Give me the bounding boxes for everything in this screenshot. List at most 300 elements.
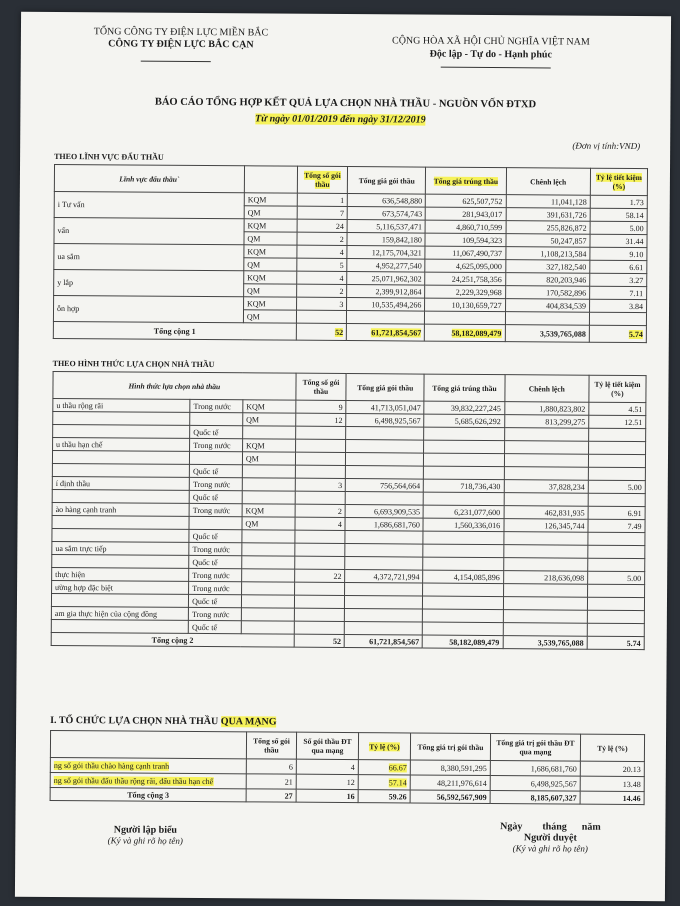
cell-saving-rate: [589, 441, 646, 454]
cell-saving-rate: 5.00: [590, 221, 647, 234]
cell-kind: KQM: [243, 297, 296, 310]
section-3-body: [50, 757, 644, 791]
col-difference: Chênh lệch: [506, 168, 591, 196]
cell-package-value: 4,372,721,994: [345, 570, 423, 584]
cell-online-value: 1,686,681,760: [490, 761, 580, 777]
cell-saving-rate: [589, 428, 646, 441]
cell-kind: [242, 556, 295, 569]
cell-count: [295, 452, 346, 465]
cell-package-value: 673,574,743: [347, 207, 425, 221]
col-winning-value: [426, 167, 506, 195]
report-title: BÁO CÁO TỔNG HỢP KẾT QUẢ LỰA CHỌN NHÀ THẦU - NGUỒN VỐN ĐTXD: [154, 96, 537, 111]
cell-count-rate-value: 66.67: [388, 762, 407, 772]
cell-count: [294, 582, 345, 595]
cell-winning-value: 4,860,710,599: [425, 220, 505, 234]
total-difference: 3,539,765,088: [503, 636, 587, 650]
cell-difference: [504, 441, 588, 455]
cell-count: [294, 556, 345, 569]
col-package-value: Tổng giá gói thầu: [348, 167, 426, 195]
cell-difference: 11,041,128: [506, 195, 590, 209]
organization-header: [81, 26, 281, 51]
col-method: Hình thức lựa chọn nhà thầu: [53, 371, 296, 400]
cell-saving-rate: 12.51: [589, 415, 646, 428]
cell-saving-rate: [588, 558, 645, 571]
col-count: [297, 166, 348, 193]
cell-winning-value: 625,507,752: [426, 194, 506, 208]
cell-method: [52, 489, 189, 503]
cell-winning-value: 2,229,329,968: [425, 285, 505, 299]
report-period-text: Từ ngày 01/01/2019 đến ngày 31/12/2019: [254, 113, 426, 126]
cell-saving-rate: [587, 623, 644, 636]
cell-value-rate: 20.13: [580, 761, 644, 776]
cell-method: [52, 554, 189, 568]
cell-kind: QM: [244, 232, 297, 245]
cell-saving-rate: [588, 532, 645, 545]
cell-winning-value: 5,685,626,292: [424, 414, 504, 428]
cell-winning-value: [423, 531, 503, 545]
cell-package-value: 2,399,912,864: [347, 285, 425, 299]
section-1-table: [53, 164, 648, 343]
cell-saving-rate: 58.14: [590, 208, 647, 221]
cell-winning-value: 10,130,659,727: [425, 298, 505, 312]
cell-count: 4: [297, 245, 348, 258]
total-saving: [589, 325, 646, 342]
cell-origin: Quốc tế: [188, 620, 241, 633]
cell-kind: KQM: [244, 271, 297, 284]
cell-difference: [503, 584, 587, 598]
col-difference: Chênh lệch: [504, 375, 589, 403]
total-count-value: 52: [335, 327, 344, 337]
cell-kind: QM: [244, 258, 297, 271]
total-package: [347, 324, 425, 342]
cell-kind: KQM: [243, 400, 296, 413]
cell-package-value: [346, 466, 424, 480]
total-winning: 58,182,089,479: [423, 635, 503, 649]
cell-origin: [190, 451, 243, 464]
cell-difference: 37,828,234: [504, 480, 588, 494]
field-name: ua sắm: [54, 243, 244, 270]
cell-kind: QM: [243, 310, 296, 323]
cell-kind: QM: [242, 517, 295, 530]
header-rule-left: [141, 61, 211, 62]
total-difference: 3,539,765,088: [505, 325, 590, 343]
field-name: ỗn hợp: [53, 295, 243, 322]
cell-package-value: [345, 583, 423, 597]
cell-kind: QM: [244, 284, 297, 297]
section-2-header-row: [53, 371, 646, 402]
cell-method: [52, 528, 189, 542]
cell-difference: [503, 532, 587, 546]
cell-winning-value: 24,251,758,356: [425, 272, 505, 286]
cell-origin: Quốc tế: [189, 594, 242, 607]
cell-difference: [504, 454, 588, 468]
cell-difference: [504, 428, 588, 442]
cell-count: 5: [296, 258, 347, 271]
cell-count: 21: [246, 774, 296, 789]
preparer-note: (Ký và ghi rõ họ tên): [107, 835, 183, 846]
cell-difference: 462,831,935: [504, 506, 588, 520]
cell-winning-value: [423, 596, 503, 610]
col-count-rate: [358, 733, 410, 760]
cell-saving-rate: 5.00: [588, 571, 645, 584]
cell-difference: 1,880,823,802: [504, 402, 588, 416]
cell-method: [52, 450, 189, 464]
section-1-body: [53, 191, 647, 325]
section-3-title-prefix: I. TỔ CHỨC LỰA CHỌN NHÀ THẦU: [50, 714, 219, 728]
cell-count: [294, 621, 345, 634]
cell-count: 24: [297, 219, 348, 232]
cell-package-value: 6,693,909,535: [345, 505, 423, 519]
total-package-value: 61,721,854,567: [371, 327, 422, 338]
total-label: Tổng cộng 2: [51, 632, 294, 647]
cell-method: [51, 619, 188, 633]
cell-origin: [190, 412, 243, 425]
org-parent: TỔNG CÔNG TY ĐIỆN LỰC MIỀN BẮC: [93, 26, 269, 39]
col-package-value: Tổng giá gói thầu: [346, 374, 424, 402]
cell-origin: Quốc tế: [189, 555, 242, 568]
cell-difference: [503, 610, 587, 624]
section-3-title: [50, 715, 276, 728]
col-winning-label: Tổng giá trúng thầu: [433, 176, 499, 186]
cell-saving-rate: [587, 597, 644, 610]
national-header: [381, 34, 601, 62]
cell-kind: KQM: [242, 439, 295, 452]
total-winning-value: 58,182,089,479: [451, 328, 502, 338]
cell-package-value: 5,116,537,471: [347, 220, 425, 234]
total-count-rate: 59.26: [358, 790, 410, 803]
signature-approver: [465, 821, 635, 854]
cell-origin: Trong nước: [190, 399, 243, 412]
cell-winning-value: 281,943,017: [426, 207, 506, 221]
cell-package-value: [347, 311, 425, 325]
cell-saving-rate: 7.11: [590, 286, 647, 299]
cell-method: [53, 411, 190, 425]
country-name: CỘNG HÒA XÃ HỘI CHỦ NGHĨA VIỆT NAM: [392, 35, 590, 48]
col-value-rate: Tỷ lệ (%): [580, 734, 644, 761]
cell-method: thực hiện: [52, 567, 189, 581]
cell-kind: QM: [244, 206, 297, 219]
cell-difference: 1,108,213,584: [505, 247, 589, 261]
cell-difference: 820,203,946: [505, 273, 589, 287]
cell-package-value: [345, 531, 423, 545]
cell-method: ào hàng cạnh tranh: [52, 502, 189, 516]
cell-kind: [241, 595, 294, 608]
cell-count: [294, 543, 345, 556]
cell-winning-value: 4,154,085,896: [423, 570, 503, 584]
section-3-title-highlight: QUA MẠNG: [220, 716, 277, 728]
cell-saving-rate: 1.73: [590, 195, 647, 208]
section-3-header-row: [50, 730, 644, 761]
col-count-label: Tổng số gói thầu: [304, 170, 341, 189]
col-count-rate-label: Tỷ lệ (%): [369, 741, 400, 751]
cell-count-rate-value: 57.14: [388, 777, 407, 787]
section-2-table: [51, 371, 647, 650]
col-saving-rate: Tỷ lệ tiết kiệm (%): [589, 375, 646, 402]
cell-origin: Trong nước: [189, 607, 242, 620]
total-label: Tổng cộng 1: [53, 321, 296, 340]
cell-package-value: [346, 440, 424, 454]
cell-count: 22: [294, 569, 345, 582]
cell-online-count: 12: [296, 774, 358, 789]
cell-kind: [242, 478, 295, 491]
total-online-count: 16: [296, 789, 358, 802]
cell-count: [294, 608, 345, 621]
cell-difference: [504, 493, 588, 507]
col-count: Tổng số gói thầu: [246, 732, 296, 759]
cell-saving-rate: 3.27: [590, 273, 647, 286]
cell-kind: QM: [243, 413, 296, 426]
document-page: [15, 12, 671, 902]
cell-origin: Trong nước: [190, 438, 243, 451]
total-count: [296, 323, 347, 340]
cell-saving-rate: 3.84: [589, 299, 646, 312]
cell-difference: 126,345,744: [504, 519, 588, 533]
cell-total-value: 48,211,976,614: [410, 775, 490, 791]
cell-method: [52, 515, 189, 529]
cell-difference: 327,182,540: [505, 260, 589, 274]
section-3-total-row: [50, 787, 644, 804]
cell-winning-value: [424, 466, 504, 480]
cell-difference: 813,299,275: [504, 415, 588, 429]
cell-saving-rate: [588, 545, 645, 558]
section-2-body: [51, 398, 646, 636]
total-online-value: 8,185,607,327: [490, 791, 580, 805]
cell-winning-value: [424, 492, 504, 506]
section-1-total-row: [53, 321, 646, 342]
total-winning: [425, 324, 505, 342]
cell-count: [295, 465, 346, 478]
cell-saving-rate: [588, 584, 645, 597]
cell-saving-rate: [589, 312, 646, 325]
cell-kind: [242, 543, 295, 556]
cell-count: [295, 530, 346, 543]
cell-package-value: [346, 453, 424, 467]
cell-package-value: 636,548,880: [348, 194, 426, 208]
total-count: 52: [294, 634, 345, 647]
cell-saving-rate: 9.10: [590, 247, 647, 260]
cell-difference: [503, 545, 587, 559]
cell-difference: 50,247,857: [506, 234, 590, 248]
cell-count: 4: [296, 271, 347, 284]
cell-difference: [504, 467, 588, 481]
cell-winning-value: [423, 544, 503, 558]
col-online-count: Số gói thầu ĐT qua mạng: [296, 732, 358, 759]
cell-package-value: [345, 609, 423, 623]
total-label: Tổng cộng 3: [50, 787, 246, 801]
cell-difference: [503, 558, 587, 572]
cell-kind: [242, 491, 295, 504]
cell-origin: Trong nước: [189, 568, 242, 581]
cell-count: [296, 310, 347, 323]
cell-count: 1: [297, 193, 348, 206]
cell-origin: [189, 516, 242, 529]
cell-kind: QM: [242, 452, 295, 465]
cell-online-count: 4: [296, 759, 358, 774]
org-name: CÔNG TY ĐIỆN LỰC BẮC CẠN: [108, 38, 254, 51]
col-total-value: Tổng giá trị gói thầu: [410, 733, 490, 761]
field-name: y lắp: [54, 269, 244, 296]
col-saving-rate: [590, 168, 647, 195]
preparer-role: Người lập biểu: [113, 824, 178, 836]
cell-difference: 391,631,726: [506, 208, 590, 222]
col-winning-value: Tổng giá trúng thầu: [424, 374, 504, 402]
cell-description-value: ng số gói thầu chào hàng cạnh tranh: [53, 760, 170, 771]
cell-method: [52, 463, 189, 477]
cell-method: ường hợp đặc biệt: [52, 580, 189, 594]
cell-saving-rate: 6.91: [588, 506, 645, 519]
cell-package-value: 25,071,962,302: [347, 272, 425, 286]
cell-package-value: 4,952,277,540: [347, 259, 425, 273]
section-2-total-row: [51, 632, 644, 649]
total-count: 27: [246, 789, 296, 802]
cell-winning-value: 109,594,323: [425, 233, 505, 247]
cell-difference: 170,582,896: [505, 286, 589, 300]
cell-difference: 255,826,872: [506, 221, 590, 235]
cell-difference: 404,834,539: [505, 299, 589, 313]
cell-winning-value: [423, 557, 503, 571]
col-saving-label: Tỷ lệ tiết kiệm (%): [595, 172, 642, 191]
cell-count: 6: [246, 759, 296, 774]
cell-package-value: [345, 596, 423, 610]
cell-package-value: 41,713,051,047: [346, 401, 424, 415]
cell-winning-value: 6,231,077,600: [423, 505, 503, 519]
cell-winning-value: [423, 609, 503, 623]
cell-winning-value: 718,736,430: [424, 479, 504, 493]
national-motto: Độc lập - Tự do - Hạnh phúc: [429, 48, 552, 61]
section-2-title: THEO HÌNH THỨC LỰA CHỌN NHÀ THẦU: [52, 358, 215, 370]
cell-kind: KQM: [244, 245, 297, 258]
total-saving-value: 5.74: [628, 329, 643, 339]
cell-package-value: 6,498,925,567: [346, 414, 424, 428]
cell-winning-value: 4,625,095,000: [425, 259, 505, 273]
cell-count: [294, 595, 345, 608]
field-name: vấn: [54, 217, 244, 244]
cell-kind: [241, 608, 294, 621]
cell-method: u thầu rộng rãi: [53, 398, 190, 412]
cell-online-value: 6,498,925,567: [490, 776, 580, 792]
cell-saving-rate: 5.00: [588, 480, 645, 493]
signature-preparer: [75, 824, 215, 846]
cell-total-value: 8,380,591,295: [410, 760, 490, 776]
section-3-table: [50, 730, 645, 805]
cell-description-value: ng số gói thầu đấu thầu rộng rãi, đấu thầu hạn chế: [53, 775, 214, 786]
cell-difference: [505, 312, 589, 326]
cell-saving-rate: 7.49: [588, 519, 645, 532]
report-period: [200, 113, 480, 126]
cell-saving-rate: [588, 454, 645, 467]
cell-count: 3: [296, 297, 347, 310]
currency-unit: (Đơn vị tính:VND): [572, 140, 641, 152]
cell-count: 9: [295, 400, 346, 413]
cell-winning-value: [424, 427, 504, 441]
cell-origin: Quốc tế: [190, 464, 243, 477]
cell-saving-rate: [588, 493, 645, 506]
cell-winning-value: [423, 622, 503, 636]
cell-method: [53, 424, 190, 438]
cell-count: 2: [295, 504, 346, 517]
cell-kind: [241, 582, 294, 595]
cell-count: 4: [295, 517, 346, 530]
cell-description: [50, 757, 246, 773]
cell-saving-rate: [587, 610, 644, 623]
col-count: Tổng số gói thầu: [296, 373, 347, 400]
cell-count: [295, 439, 346, 452]
cell-saving-rate: 4.51: [589, 402, 646, 415]
total-package: 61,721,854,567: [344, 635, 422, 649]
cell-count: 2: [297, 232, 348, 245]
cell-winning-value: [425, 311, 505, 325]
section-1-header-row: [54, 164, 647, 195]
total-value: 56,592,567,909: [410, 790, 490, 804]
cell-origin: Trong nước: [189, 477, 242, 490]
cell-count-rate: [358, 775, 410, 790]
cell-kind: [241, 621, 294, 634]
cell-origin: Trong nước: [189, 503, 242, 516]
cell-difference: [503, 597, 587, 611]
cell-package-value: [345, 492, 423, 506]
cell-winning-value: 1,560,336,016: [423, 518, 503, 532]
cell-count-rate: [358, 760, 410, 775]
cell-count: 12: [295, 413, 346, 426]
cell-package-value: [345, 544, 423, 558]
cell-origin: Quốc tế: [189, 529, 242, 542]
cell-package-value: 1,686,681,760: [345, 518, 423, 532]
cell-kind: KQM: [242, 504, 295, 517]
col-kind: [244, 166, 297, 193]
cell-package-value: 12,175,704,321: [347, 246, 425, 260]
cell-winning-value: [424, 440, 504, 454]
col-online-value: Tổng giá trị gói thầu ĐT qua mạng: [490, 734, 580, 762]
cell-method: í định thầu: [52, 476, 189, 490]
cell-count: 3: [295, 478, 346, 491]
cell-winning-value: 11,067,490,737: [425, 246, 505, 260]
cell-count: 2: [296, 284, 347, 297]
cell-saving-rate: [588, 467, 645, 480]
cell-count: [295, 426, 346, 439]
cell-package-value: 756,564,664: [346, 479, 424, 493]
cell-package-value: [346, 427, 424, 441]
cell-method: u thầu hạn chế: [53, 437, 190, 451]
cell-saving-rate: 6.61: [590, 260, 647, 273]
header-rule-right: [441, 67, 551, 69]
cell-winning-value: [423, 583, 503, 597]
cell-kind: [242, 465, 295, 478]
cell-method: [51, 593, 188, 607]
cell-kind: [242, 530, 295, 543]
cell-kind: KQM: [244, 193, 297, 206]
cell-difference: 218,636,098: [503, 571, 587, 585]
cell-package-value: [345, 557, 423, 571]
cell-kind: [243, 426, 296, 439]
cell-count: [295, 491, 346, 504]
field-name: i Tư vấn: [54, 191, 244, 218]
cell-origin: Quốc tế: [189, 490, 242, 503]
cell-method: ua sắm trực tiếp: [52, 541, 189, 555]
approver-note: (Ký và ghi rõ họ tên): [512, 843, 588, 854]
cell-count: 7: [297, 206, 348, 219]
cell-value-rate: 13.48: [580, 776, 644, 791]
cell-kind: [242, 569, 295, 582]
approver-role: Người duyệt: [523, 832, 577, 844]
total-value-rate: 14.46: [580, 791, 644, 804]
cell-winning-value: 39,832,227,245: [424, 401, 504, 415]
cell-description: [50, 772, 246, 788]
cell-origin: Trong nước: [189, 542, 242, 555]
cell-kind: KQM: [244, 219, 297, 232]
cell-origin: Quốc tế: [190, 425, 243, 438]
cell-saving-rate: 31.44: [590, 234, 647, 247]
cell-package-value: [345, 622, 423, 636]
